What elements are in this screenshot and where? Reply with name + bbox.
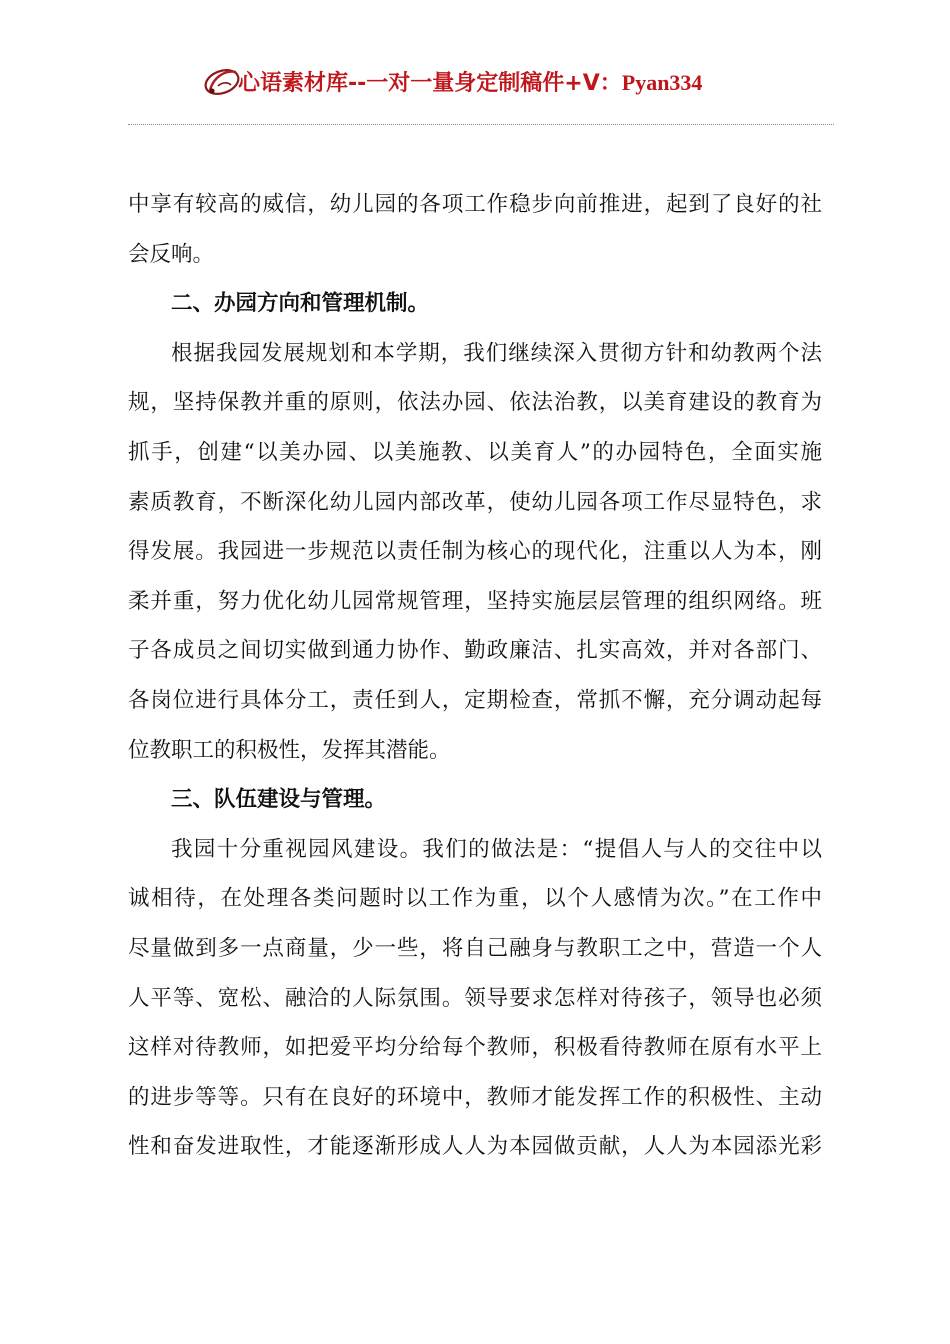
brand-name: 心语素材库 <box>238 70 349 96</box>
paragraph-line: 抓手，创建“以美办园、以美施教、以美育人”的办园特色，全面实施 <box>128 439 822 465</box>
paragraph-line: 这样对待教师，如把爱平均分给每个教师，积极看待教师在原有水平上 <box>128 1035 822 1061</box>
paragraph-line: 柔并重，努力优化幼儿园常规管理，坚持实施层层管理的组织网络。班 <box>128 588 822 614</box>
paragraph-line: 位教职工的积极性，发挥其潜能。 <box>128 737 451 763</box>
paragraph-line: 的进步等等。只有在良好的环境中，教师才能发挥工作的积极性、主动 <box>128 1084 822 1110</box>
paragraph-line: 人平等、宽松、融洽的人际氛围。领导要求怎样对待孩子，领导也必须 <box>128 985 822 1011</box>
section-heading: 二、办园方向和管理机制。 <box>171 291 430 317</box>
header-slogan: --一对一量身定制稿件+V： <box>348 71 622 96</box>
paragraph-line: 性和奋发进取性，才能逐渐形成人人为本园做贡献，人人为本园添光彩 <box>128 1134 822 1160</box>
paragraph-line: 各岗位进行具体分工，责任到人，定期检查，常抓不懈，充分调动起每 <box>128 687 822 713</box>
paragraph-line: 子各成员之间切实做到通力协作、勤政廉洁、扎实高效，并对各部门、 <box>128 638 822 664</box>
document-body <box>128 180 822 1172</box>
paragraph-line: 素质教育，不断深化幼儿园内部改革，使幼儿园各项工作尽显特色，求 <box>128 489 822 515</box>
header-title <box>238 66 702 97</box>
paragraph-line: 中享有较高的威信，幼儿园的各项工作稳步向前推进，起到了良好的社 <box>128 192 822 217</box>
paragraph-line: 我园十分重视园风建设。我们的做法是：“提倡人与人的交往中以 <box>171 836 822 862</box>
section-heading: 三、队伍建设与管理。 <box>171 787 387 813</box>
paragraph-line: 根据我园发展规划和本学期，我们继续深入贯彻方针和幼教两个法 <box>171 340 822 366</box>
paragraph-line: 尽量做到多一点商量，少一些，将自己融身与教职工之中，营造一个人 <box>128 935 822 961</box>
page-header <box>0 58 950 104</box>
paragraph-line: 诚相待，在处理各类问题时以工作为重，以个人感情为次。”在工作中 <box>128 886 822 912</box>
wechat-id: Pyan334 <box>621 70 703 95</box>
header-divider <box>128 124 834 125</box>
paragraph-line: 规，坚持保教并重的原则，依法办园、依法治教，以美育建设的教育为 <box>128 390 822 416</box>
paragraph-line: 得发展。我园进一步规范以责任制为核心的现代化，注重以人为本，刚 <box>128 539 822 565</box>
paragraph-line: 会反响。 <box>128 241 215 267</box>
